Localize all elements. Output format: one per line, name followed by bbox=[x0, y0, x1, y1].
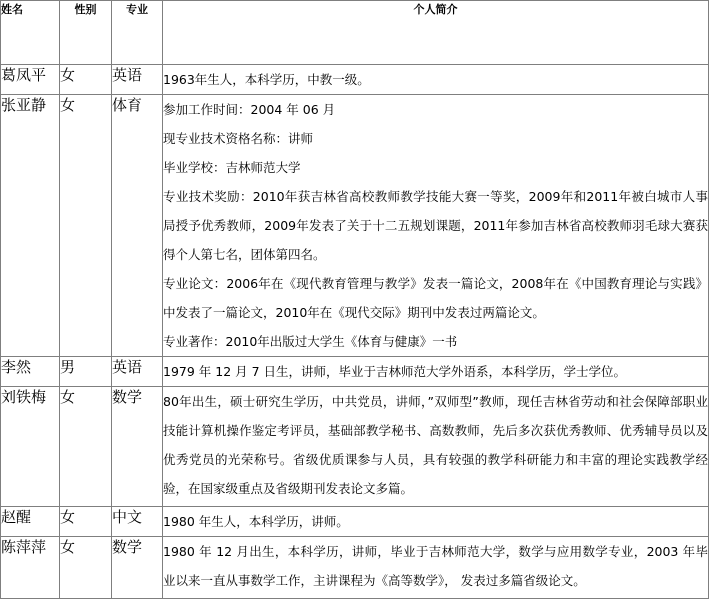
cell-intro bbox=[163, 537, 709, 599]
cell-gender: 女 bbox=[60, 95, 112, 357]
intro-text: 1963年生人，本科学历，中教一级。 bbox=[163, 72, 370, 87]
cell-gender: 女 bbox=[60, 507, 112, 537]
intro-text: 1980 年生人，本科学历，讲师。 bbox=[163, 514, 349, 529]
cell-name: 李然 bbox=[1, 357, 60, 387]
header-intro: 个人简介 bbox=[163, 1, 709, 65]
intro-school: 毕业学校：吉林师范大学 bbox=[163, 160, 301, 175]
cell-major: 英语 bbox=[112, 65, 163, 95]
cell-intro bbox=[163, 387, 709, 507]
intro-title: 现专业技术资格名称：讲师 bbox=[163, 131, 314, 146]
header-row bbox=[1, 1, 709, 65]
intro-papers: 专业论文：2006年在《现代教育管理与教学》发表一篇论文，2008年在《中国教育理论与实践》中发表了一篇论文，2010年在《现代交际》期刊中发表过两篇论文。 bbox=[163, 276, 708, 320]
cell-gender: 女 bbox=[60, 537, 112, 599]
cell-major: 英语 bbox=[112, 357, 163, 387]
table-row bbox=[1, 507, 709, 537]
intro-books: 专业著作：2010年出版过大学生《体育与健康》一书 bbox=[163, 334, 458, 349]
cell-name: 张亚静 bbox=[1, 95, 60, 357]
cell-gender: 女 bbox=[60, 65, 112, 95]
cell-name: 陈萍萍 bbox=[1, 537, 60, 599]
cell-major: 数学 bbox=[112, 387, 163, 507]
intro-work-date: 参加工作时间：2004 年 06 月 bbox=[163, 102, 336, 117]
cell-gender: 女 bbox=[60, 387, 112, 507]
cell-intro bbox=[163, 95, 709, 357]
header-gender: 性别 bbox=[60, 1, 112, 65]
header-major: 专业 bbox=[112, 1, 163, 65]
table-row bbox=[1, 537, 709, 599]
cell-name: 赵醒 bbox=[1, 507, 60, 537]
intro-awards: 专业技术奖励：2010年获吉林省高校教师教学技能大赛一等奖，2009年和2011年被白城市人事局授予优秀教师，2009年发表了关于十二五规划课题，2011年参加吉林省高校教师羽毛球大赛获得个人第七名，团体第四名。 bbox=[163, 189, 708, 262]
cell-intro bbox=[163, 507, 709, 537]
cell-major: 体育 bbox=[112, 95, 163, 357]
header-name: 姓名 bbox=[1, 1, 60, 65]
intro-text: 1980 年 12 月出生，本科学历，讲师，毕业于吉林师范大学，数学与应用数学专业，2003 年毕业以来一直从事数学工作，主讲课程为《高等数学》， 发表过多篇省级论文。 bbox=[163, 544, 708, 588]
table-row bbox=[1, 357, 709, 387]
table-row bbox=[1, 95, 709, 357]
table-row bbox=[1, 65, 709, 95]
cell-name: 葛凤平 bbox=[1, 65, 60, 95]
cell-intro bbox=[163, 357, 709, 387]
cell-major: 中文 bbox=[112, 507, 163, 537]
cell-intro bbox=[163, 65, 709, 95]
intro-text: 80年出生，硕士研究生学历，中共党员，讲师，”双师型”教师，现任吉林省劳动和社会保障部职业技能计算机操作鉴定考评员，基础部教学秘书、高数教师，先后多次获优秀教师、优秀辅导员以及优秀党员的光荣称号。省级优质课参与人员，具有较强的教学科研能力和丰富的理论实践教学经验，在国家级重点及省级期刊发表论文多篇。 bbox=[163, 394, 708, 496]
table-row bbox=[1, 387, 709, 507]
intro-text: 1979 年 12 月 7 日生，讲师，毕业于吉林师范大学外语系，本科学历，学士学位。 bbox=[163, 364, 627, 379]
cell-major: 数学 bbox=[112, 537, 163, 599]
cell-name: 刘铁梅 bbox=[1, 387, 60, 507]
cell-gender: 男 bbox=[60, 357, 112, 387]
